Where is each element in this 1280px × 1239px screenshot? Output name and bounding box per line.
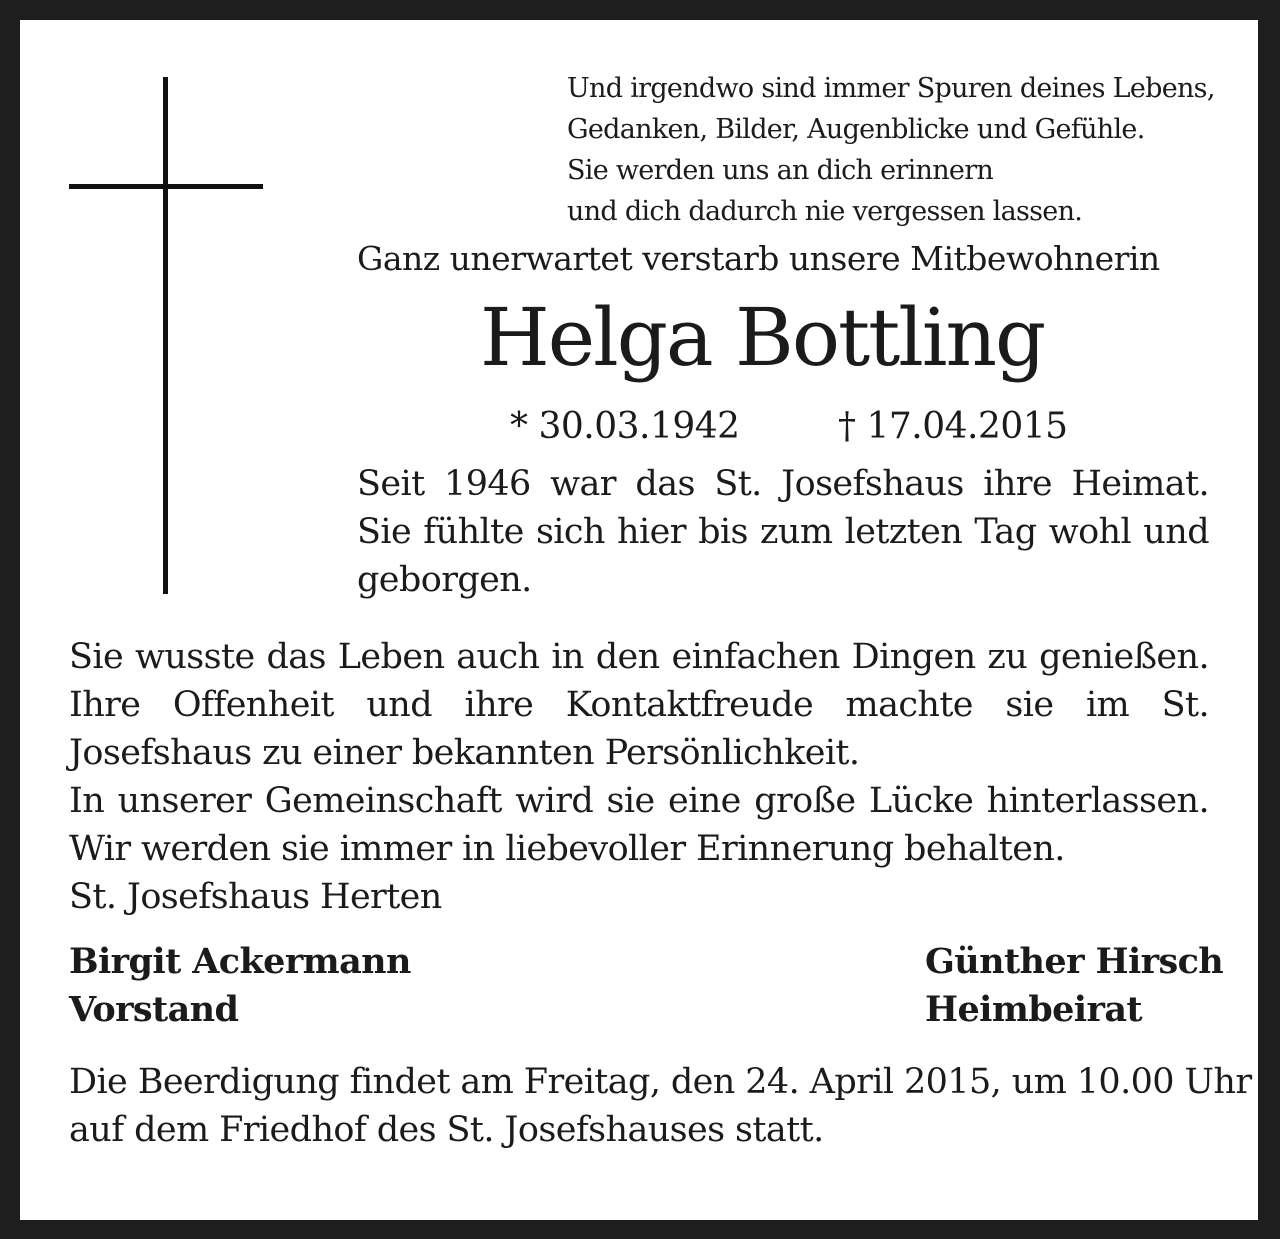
deceased-name: Helga Bottling [480,291,1045,384]
cross-vertical-bar [163,77,168,594]
signer-right-name: Günther Hirsch [925,941,1224,982]
organization-name: St. Josefshaus Herten [69,877,442,917]
birth-date: * 30.03.1942 [510,406,740,447]
poem-line: Gedanken, Bilder, Augenblicke und Gefühle. [567,114,1145,145]
poem-line: Und irgendwo sind immer Spuren deines Lebens, [567,73,1215,104]
tribute-text-1: Sie wusste das Leben auch in den einfachen Dingen zu genießen. Ihre Offenheit und ihre Kontaktfreude machte sie im St. Josefshaus zu einer bekannten Persönlichkeit. [69,637,1209,773]
tribute-paragraph [69,633,1209,921]
tribute-text-2: In unserer Gemeinschaft wird sie eine große Lücke hinterlassen. Wir werden sie immer in liebevoller Erinnerung behalten. [69,781,1209,869]
obituary-notice [20,20,1258,1220]
signer-left [69,938,411,1034]
poem-line: Sie werden uns an dich erinnern [567,155,994,186]
signer-right-role: Heimbeirat [925,989,1142,1030]
funeral-line: Die Beerdigung findet am Freitag, den 24. April 2015, um 10.00 Uhr [69,1062,1252,1102]
intro-text: Ganz unerwartet verstarb unsere Mitbewohnerin [357,239,1160,278]
biography-paragraph [357,460,1209,604]
signer-left-name: Birgit Ackermann [69,941,411,982]
signer-left-role: Vorstand [69,989,239,1030]
death-date: † 17.04.2015 [838,406,1068,447]
funeral-line: auf dem Friedhof des St. Josefshauses statt. [69,1110,824,1150]
poem [567,68,1247,232]
funeral-info [69,1058,1252,1154]
cross-horizontal-bar [69,184,263,189]
poem-line: und dich dadurch nie vergessen lassen. [567,196,1083,227]
biography-text: Seit 1946 war das St. Josefshaus ihre Heimat. Sie fühlte sich hier bis zum letzten Tag wohl und geborgen. [357,464,1209,600]
signer-right [925,938,1223,1034]
